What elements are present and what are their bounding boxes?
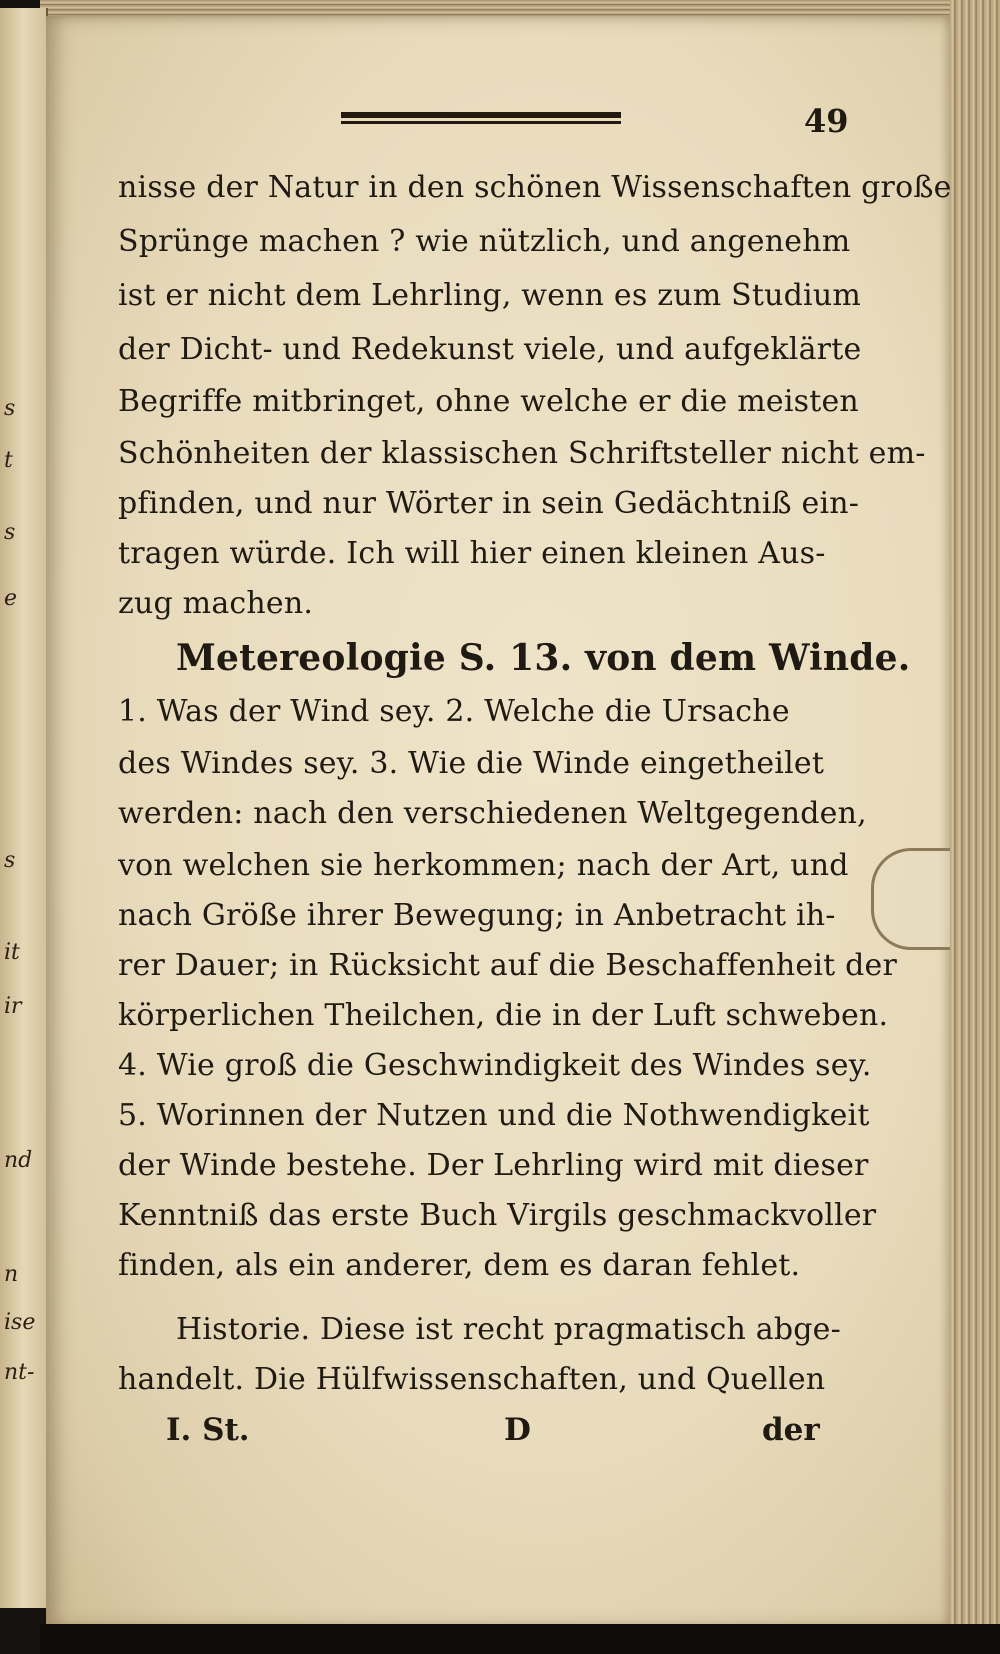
previous-page-edge	[0, 8, 48, 1608]
bottom-shadow	[40, 1624, 1000, 1654]
text-line: rer Dauer; in Rücksicht auf die Beschaffenheit der	[118, 948, 897, 983]
prev-page-fragment: n	[4, 1262, 19, 1287]
text-line: Kenntniß das erste Buch Virgils geschmackvoller	[118, 1198, 877, 1233]
text-line: Historie. Diese ist recht pragmatisch abge-	[176, 1312, 841, 1347]
text-line: 4. Wie groß die Geschwindigkeit des Windes sey.	[118, 1048, 872, 1083]
prev-page-fragment: s	[4, 520, 16, 545]
prev-page-fragment: nt-	[4, 1360, 35, 1385]
text-line: Begriffe mitbringet, ohne welche er die meisten	[118, 384, 859, 419]
text-line: handelt. Die Hülfwissenschaften, und Quellen	[118, 1362, 826, 1397]
text-line: der Winde bestehe. Der Lehrling wird mit dieser	[118, 1148, 869, 1183]
text-line: des Windes sey. 3. Wie die Winde eingetheilet	[118, 746, 825, 781]
prev-page-fragment: nd	[4, 1148, 33, 1173]
text-line: 1. Was der Wind sey. 2. Welche die Ursache	[118, 694, 790, 729]
header-rule	[341, 112, 621, 128]
text-line: nisse der Natur in den schönen Wissenschaften große	[118, 170, 952, 205]
prev-page-fragment: s	[4, 396, 16, 421]
book-page	[46, 16, 950, 1628]
text-line: nach Größe ihrer Bewegung; in Anbetracht ih-	[118, 898, 836, 933]
prev-page-fragment: s	[4, 848, 16, 873]
text-line: tragen würde. Ich will hier einen kleinen Aus-	[118, 536, 826, 571]
page-clip	[871, 848, 950, 950]
text-line: ist er nicht dem Lehrling, wenn es zum Studium	[118, 278, 862, 313]
text-line: der Dicht- und Redekunst viele, und aufgeklärte	[118, 332, 862, 367]
text-line: von welchen sie herkommen; nach der Art, und	[118, 848, 849, 883]
prev-page-fragment: it	[4, 940, 20, 965]
signature-mark: I. St.	[166, 1412, 250, 1448]
text-line: pfinden, und nur Wörter in sein Gedächtniß ein-	[118, 486, 860, 521]
page-edges-right	[950, 0, 1000, 1654]
text-line: zug machen.	[118, 586, 314, 621]
text-line: werden: nach den verschiedenen Weltgegenden,	[118, 796, 867, 831]
prev-page-fragment: ir	[4, 994, 22, 1019]
section-heading: Metereologie S. 13. von dem Winde.	[176, 637, 911, 679]
catchword: der	[762, 1412, 820, 1448]
text-line: körperlichen Theilchen, die in der Luft schweben.	[118, 998, 889, 1033]
text-line: 5. Worinnen der Nutzen und die Nothwendigkeit	[118, 1098, 870, 1133]
prev-page-fragment: ise	[4, 1310, 36, 1335]
text-line: Schönheiten der klassischen Schriftsteller nicht em-	[118, 436, 926, 471]
text-line: Sprünge machen ? wie nützlich, und angenehm	[118, 224, 851, 259]
sheet-mark: D	[504, 1412, 531, 1448]
page-number: 49	[804, 102, 849, 140]
prev-page-fragment: e	[4, 586, 18, 611]
text-line: finden, als ein anderer, dem es daran fehlet.	[118, 1248, 801, 1283]
prev-page-fragment: t	[4, 448, 13, 473]
